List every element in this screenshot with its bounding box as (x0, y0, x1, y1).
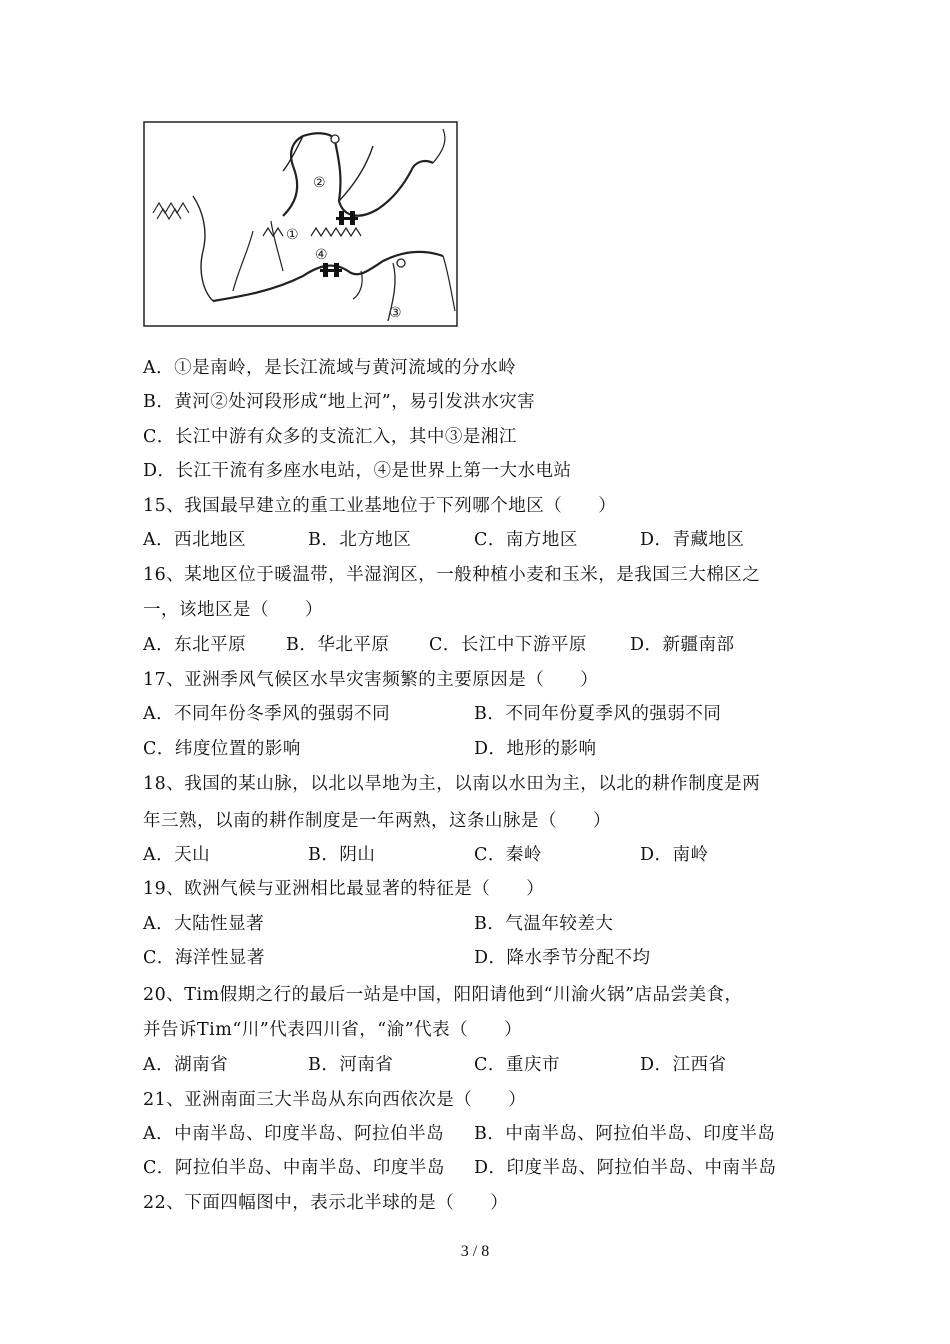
q14-option-c: C．长江中游有众多的支流汇入，其中③是湘江 (143, 427, 517, 447)
q20-option-b: B．河南省 (308, 1055, 394, 1075)
q15-stem: 15、我国最早建立的重工业基地位于下列哪个地区（ ） (143, 496, 617, 516)
q18-stem-line2: 年三熟，以南的耕作制度是一年两熟，这条山脉是（ ） (143, 811, 611, 831)
q17-option-a: A．不同年份冬季风的强弱不同 (143, 704, 391, 724)
dam-bar (320, 269, 342, 272)
q17-option-d: D．地形的影响 (474, 739, 597, 759)
q17-stem: 17、亚洲季风气候区水旱灾害频繁的主要原因是（ ） (143, 670, 599, 690)
q20-option-c: C．重庆市 (474, 1055, 560, 1075)
dam-bar (336, 217, 358, 220)
river-map-figure (143, 121, 458, 327)
q18-option-c: C．秦岭 (474, 845, 542, 865)
q21-option-c: C．阿拉伯半岛、中南半岛、印度半岛 (143, 1158, 445, 1178)
q21-stem: 21、亚洲南面三大半岛从东向西依次是（ ） (143, 1090, 527, 1110)
map-label-2: ② (313, 175, 326, 191)
q19-option-c: C．海洋性显著 (143, 948, 265, 968)
q19-option-a: A．大陆性显著 (143, 914, 265, 934)
q20-option-a: A．湖南省 (143, 1055, 229, 1075)
q14-option-a: A．①是南岭，是长江流域与黄河流域的分水岭 (143, 358, 517, 378)
q16-option-c: C．长江中下游平原 (429, 635, 587, 655)
q16-option-b: B．华北平原 (286, 635, 390, 655)
q16-option-d: D．新疆南部 (630, 635, 735, 655)
q16-stem-line1: 16、某地区位于暖温带，半湿润区，一般种植小麦和玉米，是我国三大棉区之 (143, 565, 761, 585)
q20-option-d: D．江西省 (640, 1055, 727, 1075)
q22-stem: 22、下面四幅图中，表示北半球的是（ ） (143, 1193, 509, 1213)
map-frame (144, 122, 457, 326)
q17-option-c: C．纬度位置的影响 (143, 739, 301, 759)
q19-stem: 19、欧洲气候与亚洲相比最显著的特征是（ ） (143, 879, 545, 899)
q21-option-b: B．中南半岛、阿拉伯半岛、印度半岛 (474, 1124, 776, 1144)
lake-circle (397, 259, 405, 267)
q14-option-b: B．黄河②处河段形成“地上河”，易引发洪水灾害 (143, 392, 536, 412)
river-map-svg (143, 121, 458, 327)
q19-option-b: B．气温年较差大 (474, 914, 614, 934)
q15-option-c: C．南方地区 (474, 530, 578, 550)
q20-stem-line1: 20、Tim假期之行的最后一站是中国，阳阳请他到“川渝火锅”店品尝美食， (143, 985, 743, 1005)
q16-option-a: A．东北平原 (143, 635, 247, 655)
map-label-1: ① (286, 227, 299, 243)
q18-stem-line1: 18、我国的某山脉，以北以旱地为主，以南以水田为主，以北的耕作制度是两 (143, 774, 761, 794)
map-label-3: ③ (389, 305, 402, 321)
q18-option-b: B．阴山 (308, 845, 376, 865)
q15-option-d: D．青藏地区 (640, 530, 745, 550)
q17-option-b: B．不同年份夏季风的强弱不同 (474, 704, 722, 724)
source-circle (331, 135, 339, 143)
q19-option-d: D．降水季节分配不均 (474, 948, 651, 968)
q21-option-d: D．印度半岛、阿拉伯半岛、中南半岛 (474, 1158, 777, 1178)
q20-stem-line2: 并告诉Tim“川”代表四川省，“渝”代表（ ） (143, 1020, 523, 1040)
q14-option-d: D．长江干流有多座水电站，④是世界上第一大水电站 (143, 461, 572, 481)
map-label-4: ④ (315, 247, 328, 263)
q15-option-b: B．北方地区 (308, 530, 412, 550)
page-number: 3 / 8 (460, 1243, 490, 1260)
q18-option-d: D．南岭 (640, 845, 709, 865)
q21-option-a: A．中南半岛、印度半岛、阿拉伯半岛 (143, 1124, 445, 1144)
q15-option-a: A．西北地区 (143, 530, 247, 550)
q16-stem-line2: 一，该地区是（ ） (143, 600, 323, 620)
q18-option-a: A．天山 (143, 845, 211, 865)
